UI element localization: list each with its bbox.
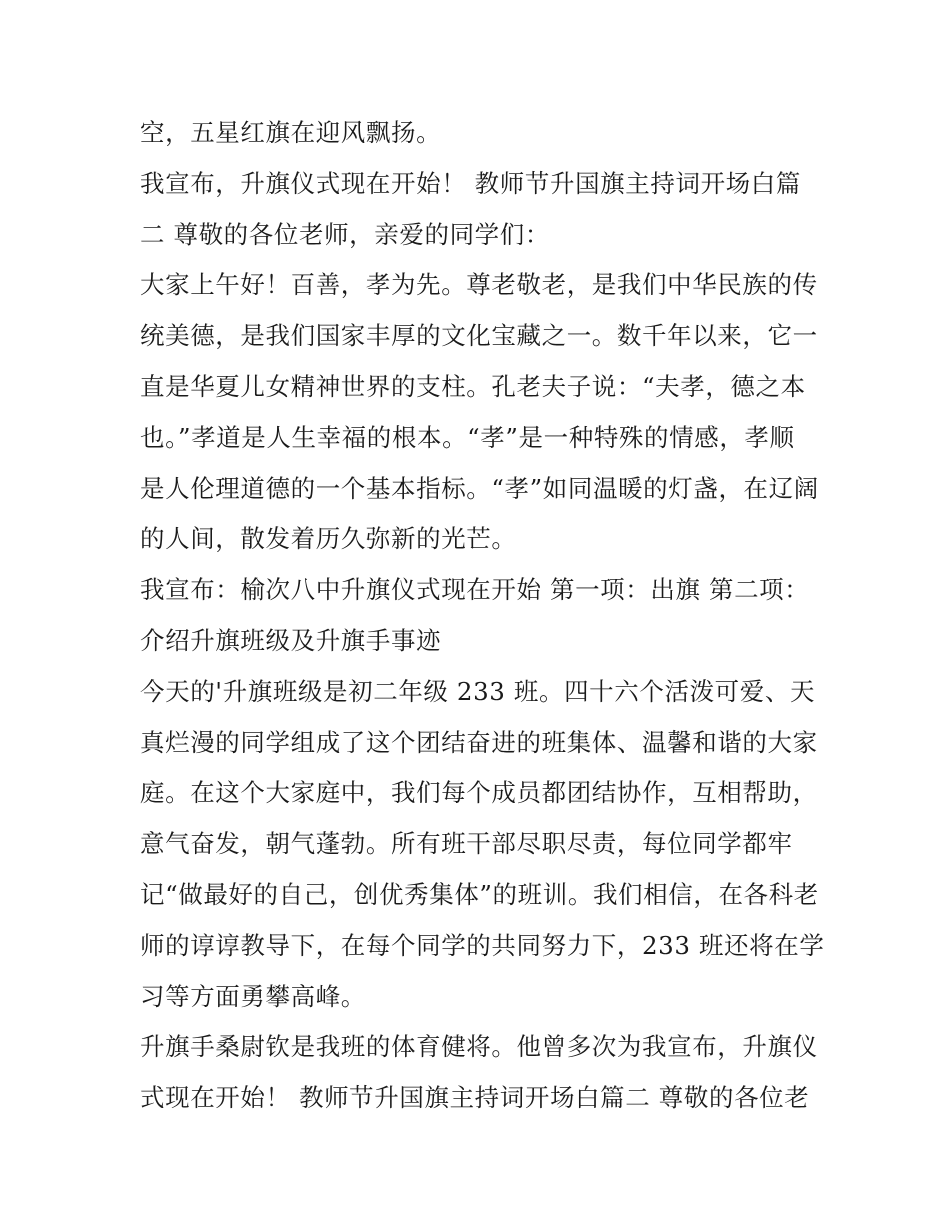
text-line: 升旗手桑尉钦是我班的体育健将。他曾多次为我宣布，升旗仪 [140,1032,818,1062]
text-line: 今天的'升旗班级是初二年级 233 班。四十六个活泼可爱、天 [140,676,816,706]
text-line: 的人间，散发着历久弥新的光芒。 [140,524,517,554]
text-line: 我宣布，升旗仪式现在开始！ 教师节升国旗主持词开场白篇 [140,168,801,198]
text-line: 统美德，是我们国家丰厚的文化宝藏之一。数千年以来，它一 [140,321,818,351]
text-line: 空，五星红旗在迎风飘扬。 [140,118,442,147]
text-line: 真烂漫的同学组成了这个团结奋进的班集体、温馨和谐的大家 [140,727,818,757]
text-line: 庭。在这个大家庭中，我们每个成员都团结协作，互相帮助， [140,778,818,808]
text-line: 记“做最好的自己，创优秀集体”的班训。我们相信，在各科老 [140,879,819,909]
text-line: 意气奋发，朝气蓬勃。所有班干部尽职尽责，每位同学都牢 [140,829,793,859]
text-line: 师的谆谆教导下，在每个同学的共同努力下，233 班还将在学 [140,930,825,960]
text-line: 是人伦理道德的一个基本指标。“孝”如同温暖的灯盏，在辽阔 [140,473,819,503]
document-body [140,108,825,1124]
text-line: 也。”孝道是人生幸福的根本。“孝”是一种特殊的情感，孝顺 [140,422,795,452]
text-line: 二 尊敬的各位老师，亲爱的同学们： [140,219,550,249]
text-line: 式现在开始！ 教师节升国旗主持词开场白篇二 尊敬的各位老 [140,1083,810,1113]
text-line: 介绍升旗班级及升旗手事迹 [140,625,442,655]
text-line: 大家上午好！百善，孝为先。尊老敬老，是我们中华民族的传 [140,270,818,300]
text-line: 习等方面勇攀高峰。 [140,981,366,1011]
text-line: 直是华夏儿女精神世界的支柱。孔老夫子说：“夫孝，德之本 [140,371,806,401]
text-line: 我宣布：榆次八中升旗仪式现在开始 第一项：出旗 第二项： [140,575,810,605]
